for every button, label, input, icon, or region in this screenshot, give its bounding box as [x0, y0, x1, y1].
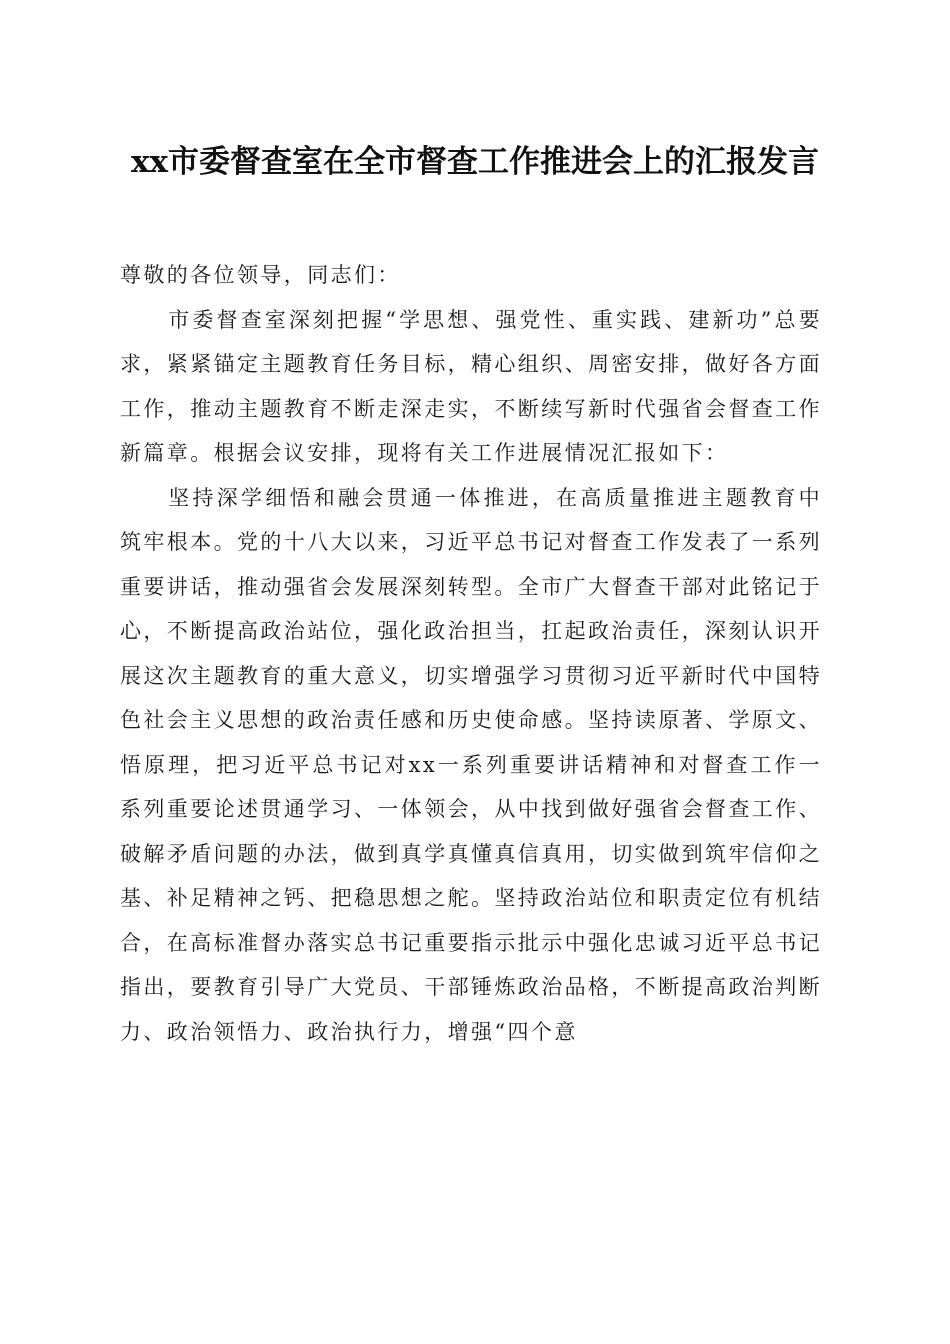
- document-body: [120, 253, 822, 1054]
- paragraph-intro: 市委督查室深刻把握“学思想、强党性、重实践、建新功”总要求，紧紧锚定主题教育任务目标，精心组织、周密安排，做好各方面工作，推动主题教育不断走深走实，不断续写新时代强省会督查工作新篇章。根据会议安排，现将有关工作进展情况汇报如下：: [120, 307, 822, 465]
- document-title: xx市委督查室在全市督查工作推进会上的汇报发言: [131, 144, 819, 180]
- salutation: 尊敬的各位领导，同志们：: [120, 263, 401, 287]
- paragraph-study: 坚持深学细悟和融会贯通一体推进，在高质量推进主题教育中筑牢根本。党的十八大以来，习近平总书记对督查工作发表了一系列重要讲话，推动强省会发展深刻转型。全市广大督查干部对此铭记于心，不断提高政治站位，强化政治担当，扛起政治责任，深刻认识开展这次主题教育的重大意义，切实增强学习贯彻习近平新时代中国特色社会主义思想的政治责任感和历史使命感。坚持读原著、学原文、悟原理，把习近平总书记对xx一系列重要讲话精神和对督查工作一系列重要论述贯通学习、一体领会，从中找到做好强省会督查工作、破解矛盾问题的办法，做到真学真懂真信真用，切实做到筑牢信仰之基、补足精神之钙、把稳思想之舵。坚持政治站位和职责定位有机结合，在高标准督办落实总书记重要指示批示中强化忠诚习近平总书记指出，要教育引导广大党员、干部锤炼政治品格，不断提高政治判断力、政治领悟力、政治执行力，增强“四个意: [120, 485, 822, 1044]
